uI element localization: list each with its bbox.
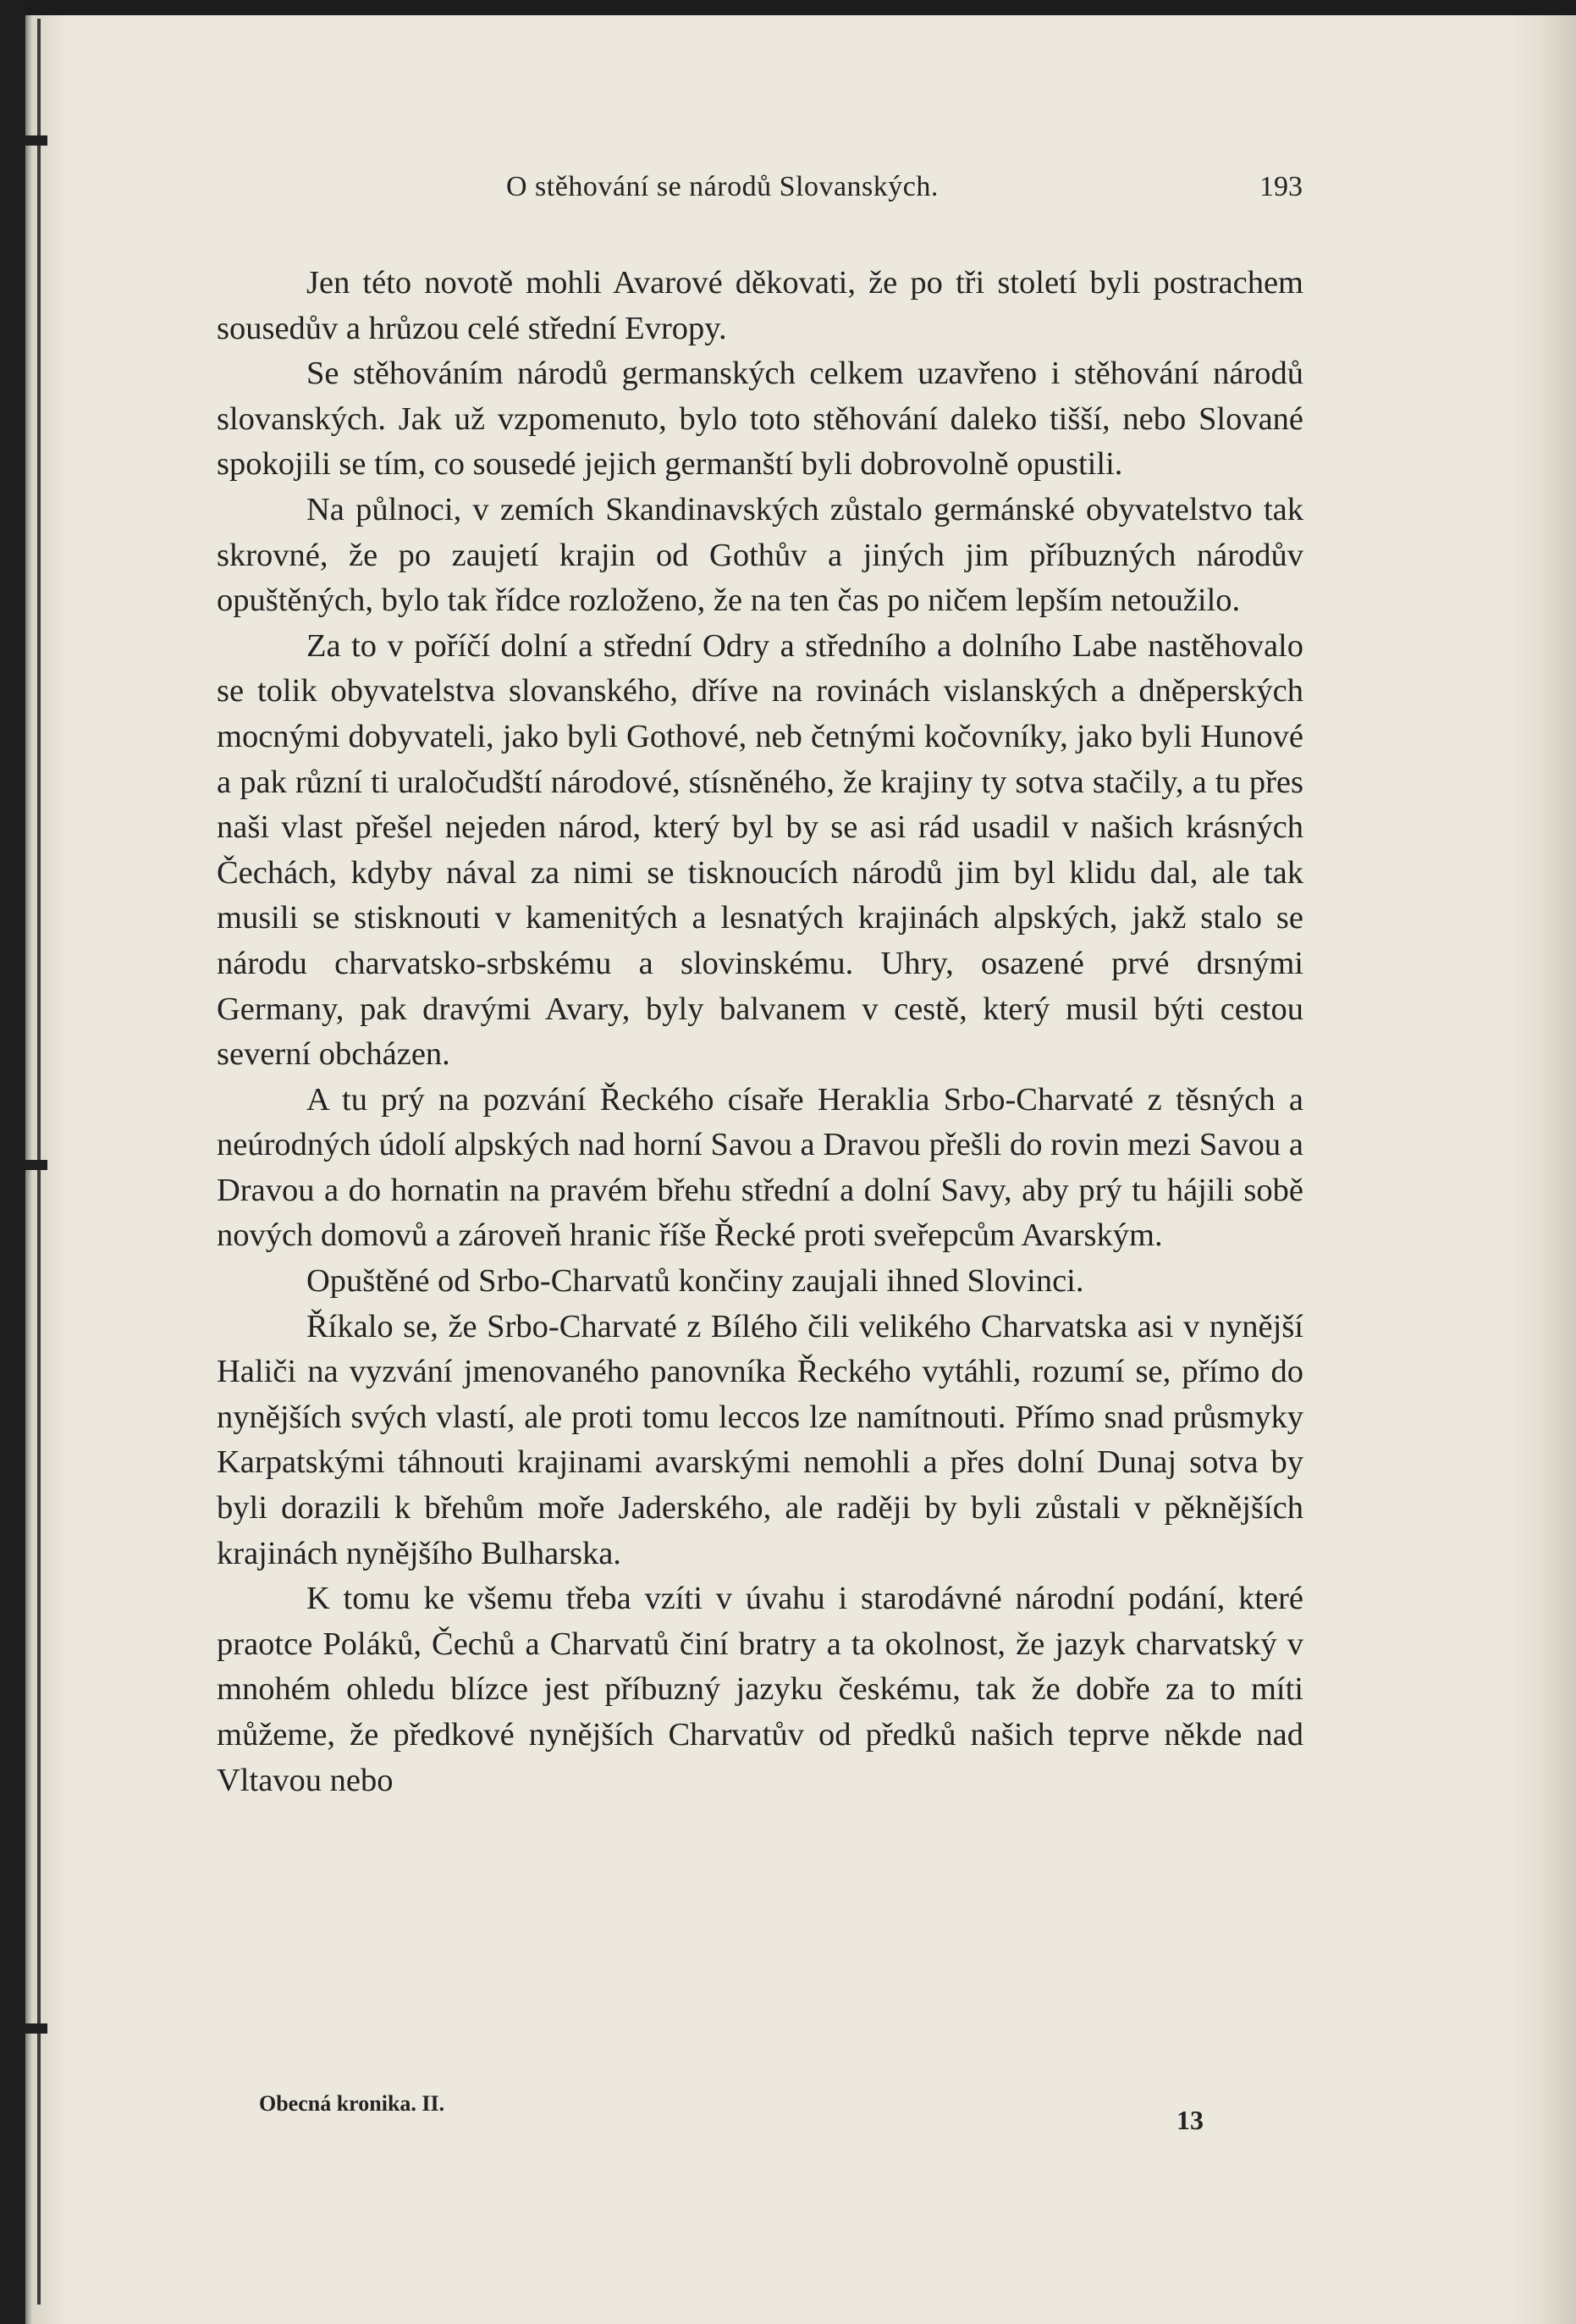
paragraph: Na půlnoci, v zemích Skandinavských zůstalo germánské obyvatelstvo tak skrovné, že po zaujetí krajin od Gothův a jiných jim příbuzných národův opuštěných, bylo tak řídce rozloženo, že na ten čas po ničem lepším netoužilo. [217, 491, 1303, 619]
paragraph: Za to v poříčí dolní a střední Odry a středního a dolního Labe nastěhovalo se tolik obyvatelstva slovanského, dříve na rovinách vislanských a dněperských mocnými dobyvateli, jako byli Gothové, neb četnými kočovníky, jako byli Hunové a pak různí ti uraločudští národové, stísněného, že krajiny ty sotva stačily, a tu přes naši vlast přešel nejeden národ, který byl by se asi rád usadil v našich krásných Čechách, kdyby nával za nimi se tisknoucích národů jim byl klidu dal, ale tak musili se stisknouti v kamenitých a lesnatých krajinách alpských, jakž stalo se národu charvatsko-srbskému a slovinskému. Uhry, osazené prvé drsnými Germany, pak dravými Avary, byly balvanem v cestě, který musil býti cestou severní obcházen. [217, 627, 1303, 1073]
paragraph: Jen této novotě mohli Avarové děkovati, že po tři století byli postrachem sousedův a hrůzou celé střední Evropy. [217, 265, 1303, 346]
signature-number: 13 [1176, 2105, 1204, 2135]
body-text [217, 261, 1303, 1803]
paragraph: Opuštěné od Srbo-Charvatů končiny zaujali ihned Slovinci. [306, 1263, 1084, 1300]
paragraph: Se stěhováním národů germanských celkem uzavřeno i stěhování národů slovanských. Jak už vzpomenuto, bylo toto stěhování daleko tišší, nebo Slované spokojili se tím, co sousedé jejich germanští byli dobrovolně opustili. [217, 356, 1303, 483]
paragraph: A tu prý na pozvání Řeckého císaře Heraklia Srbo-Charvaté z těsných a neúrodných údolí alpských nad horní Savou a Dravou přešli do rovin mezi Savou a Dravou a do hornatin na pravém břehu střední a dolní Savy, aby prý tu hájili sobě nových domovů a zároveň hranic říše Řecké proti sveřepcům Avarským. [217, 1081, 1303, 1254]
running-head [0, 171, 1576, 213]
paragraph: K tomu ke všemu třeba vzíti v úvahu i starodávné národní podání, které praotce Poláků, Čechů a Charvatů činí bratry a ta okolnost, že jazyk charvatský v mnohém ohledu blízce jest příbuzný jazyku českému, tak že dobře za to míti můžeme, že předkové nynějších Charvatův od předků našich teprve někde nad Vltavou nebo [217, 1581, 1303, 1798]
printer-signature: Obecná kronika. II. [259, 2091, 445, 2116]
page-number: 193 [1259, 171, 1303, 202]
running-title: O stěhování se národů Slovanských. [506, 171, 939, 202]
paragraph: Říkalo se, že Srbo-Charvaté z Bílého čili velikého Charvatska asi v nynější Haliči na vyzvání jmenovaného panovníka Řeckého vytáhli, rozumí se, přímo do nynějších svých vlastí, ale proti tomu leccos lze namítnouti. Přímo snad průsmyky Karpatskými táhnouti krajinami avarskými nemohli a přes dolní Dunaj sotva by byli dorazili k břehům moře Jaderského, ale raději by byli zůstali v pěknějších krajinách nynějšího Bulharska. [217, 1308, 1303, 1571]
page-footer [0, 2086, 1576, 2137]
